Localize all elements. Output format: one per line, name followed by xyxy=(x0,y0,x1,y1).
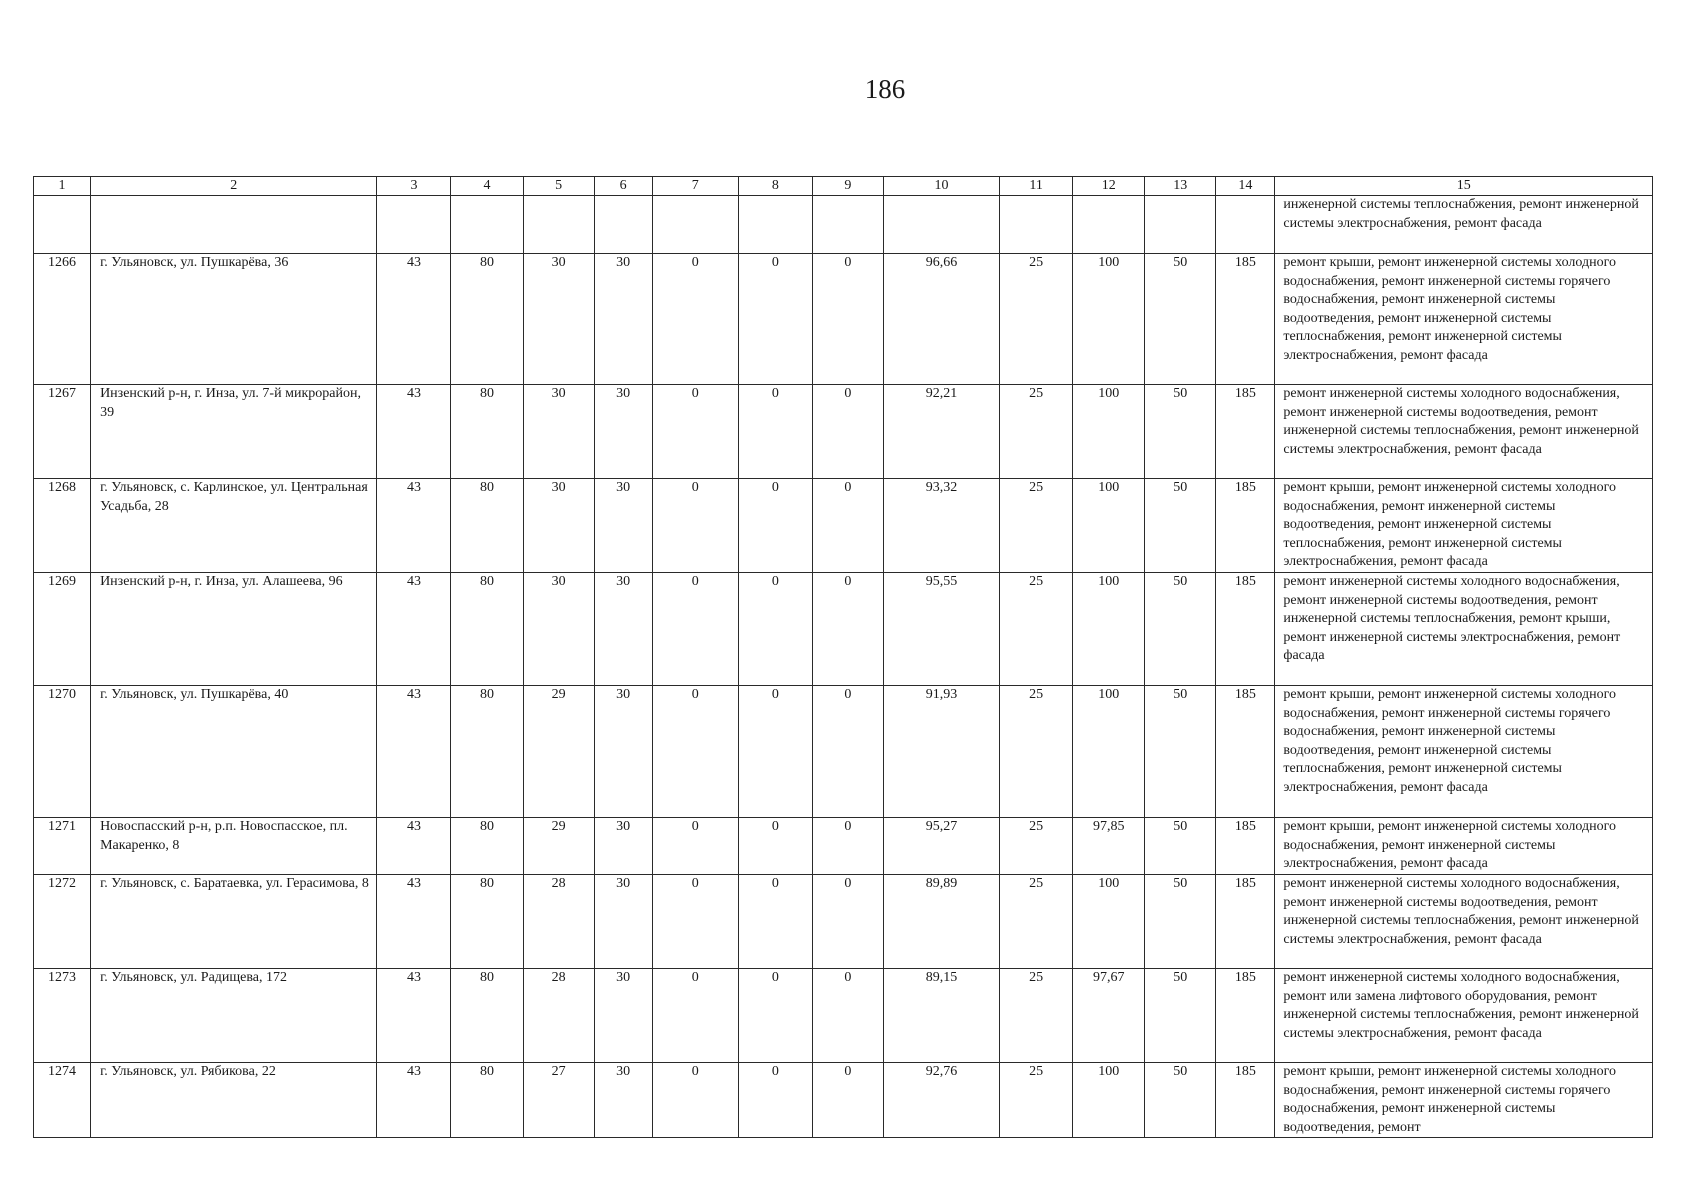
value-cell: 100 xyxy=(1073,385,1145,479)
value-cell: 30 xyxy=(594,385,652,479)
address-cell: Новоспасский р-н, р.п. Новоспасское, пл. Макаренко, 8 xyxy=(91,818,377,875)
works-list-cell: ремонт инженерной системы холодного водоснабжения, ремонт или замена лифтового оборудования, ремонт инженерной системы теплоснабжения, ремонт инженерной системы электроснабжения, ремонт фасада xyxy=(1275,969,1653,1063)
value-cell: 185 xyxy=(1216,818,1275,875)
value-cell: 0 xyxy=(812,686,883,818)
works-list-cell: ремонт крыши, ремонт инженерной системы холодного водоснабжения, ремонт инженерной системы горячего водоснабжения, ремонт инженерной системы водоотведения, ремонт инженерной системы теплоснабжения, ремонт инженерной системы электроснабжения, ремонт фасада xyxy=(1275,686,1653,818)
value-cell: 0 xyxy=(652,385,738,479)
works-list-cell: ремонт крыши, ремонт инженерной системы холодного водоснабжения, ремонт инженерной системы горячего водоснабжения, ремонт инженерной системы водоотведения, ремонт xyxy=(1275,1063,1653,1138)
value-cell: 80 xyxy=(451,573,523,686)
value-cell: 50 xyxy=(1145,969,1216,1063)
value-cell: 25 xyxy=(1000,686,1073,818)
column-header: 14 xyxy=(1216,177,1275,196)
table-row xyxy=(34,385,1653,479)
column-header: 15 xyxy=(1275,177,1653,196)
value-cell: 185 xyxy=(1216,479,1275,573)
value-cell: 100 xyxy=(1073,573,1145,686)
value-cell: 25 xyxy=(1000,969,1073,1063)
value-cell: 43 xyxy=(377,479,451,573)
value-cell: 80 xyxy=(451,254,523,385)
works-list-cell: ремонт инженерной системы холодного водоснабжения, ремонт инженерной системы водоотведения, ремонт инженерной системы теплоснабжения, ремонт инженерной системы электроснабжения, ремонт фасада xyxy=(1275,875,1653,969)
value-cell: 43 xyxy=(377,385,451,479)
value-cell: 0 xyxy=(652,573,738,686)
score-cell: 89,89 xyxy=(883,875,999,969)
value-cell: 80 xyxy=(451,1063,523,1138)
row-number-cell: 1274 xyxy=(34,1063,91,1138)
value-cell: 30 xyxy=(523,479,594,573)
table-row xyxy=(34,573,1653,686)
works-list-cell: ремонт крыши, ремонт инженерной системы холодного водоснабжения, ремонт инженерной системы электроснабжения, ремонт фасада xyxy=(1275,818,1653,875)
address-cell: г. Ульяновск, ул. Пушкарёва, 40 xyxy=(91,686,377,818)
address-cell: Инзенский р-н, г. Инза, ул. 7-й микрорайон, 39 xyxy=(91,385,377,479)
value-cell: 43 xyxy=(377,969,451,1063)
value-cell: 0 xyxy=(652,969,738,1063)
value-cell: 0 xyxy=(652,1063,738,1138)
value-cell: 29 xyxy=(523,686,594,818)
column-header: 5 xyxy=(523,177,594,196)
column-header: 4 xyxy=(451,177,523,196)
value-cell: 25 xyxy=(1000,875,1073,969)
value-cell: 100 xyxy=(1073,686,1145,818)
value-cell: 80 xyxy=(451,969,523,1063)
value-cell: 0 xyxy=(652,686,738,818)
value-cell: 27 xyxy=(523,1063,594,1138)
table-row xyxy=(34,818,1653,875)
row-number-cell: 1270 xyxy=(34,686,91,818)
value-cell: 185 xyxy=(1216,385,1275,479)
value-cell: 30 xyxy=(523,254,594,385)
column-number-row xyxy=(34,177,1653,196)
value-cell: 0 xyxy=(738,818,812,875)
value-cell: 0 xyxy=(652,479,738,573)
column-header: 12 xyxy=(1073,177,1145,196)
score-cell: 96,66 xyxy=(883,254,999,385)
value-cell: 30 xyxy=(523,385,594,479)
value-cell: 0 xyxy=(812,385,883,479)
value-cell: 80 xyxy=(451,479,523,573)
value-cell: 80 xyxy=(451,686,523,818)
works-list-cell: инженерной системы теплоснабжения, ремонт инженерной системы электроснабжения, ремонт фасада xyxy=(1275,196,1653,254)
score-cell: 95,55 xyxy=(883,573,999,686)
table-row xyxy=(34,254,1653,385)
continuation-row xyxy=(34,196,1653,254)
value-cell: 25 xyxy=(1000,479,1073,573)
value-cell: 80 xyxy=(451,875,523,969)
value-cell: 50 xyxy=(1145,254,1216,385)
value-cell: 30 xyxy=(594,818,652,875)
value-cell: 0 xyxy=(738,969,812,1063)
value-cell: 30 xyxy=(523,573,594,686)
column-header: 3 xyxy=(377,177,451,196)
value-cell: 100 xyxy=(1073,1063,1145,1138)
value-cell: 43 xyxy=(377,818,451,875)
value-cell: 43 xyxy=(377,686,451,818)
value-cell: 0 xyxy=(738,254,812,385)
value-cell: 0 xyxy=(812,254,883,385)
column-header: 13 xyxy=(1145,177,1216,196)
value-cell: 100 xyxy=(1073,875,1145,969)
value-cell: 50 xyxy=(1145,875,1216,969)
value-cell: 0 xyxy=(812,818,883,875)
address-cell: г. Ульяновск, с. Баратаевка, ул. Герасимова, 8 xyxy=(91,875,377,969)
value-cell: 97,85 xyxy=(1073,818,1145,875)
works-list-cell: ремонт инженерной системы холодного водоснабжения, ремонт инженерной системы водоотведения, ремонт инженерной системы теплоснабжения, ремонт крыши, ремонт инженерной системы электроснабжения, ремонт фасада xyxy=(1275,573,1653,686)
column-header: 9 xyxy=(812,177,883,196)
value-cell: 185 xyxy=(1216,1063,1275,1138)
address-cell: Инзенский р-н, г. Инза, ул. Алашеева, 96 xyxy=(91,573,377,686)
row-number-cell: 1271 xyxy=(34,818,91,875)
row-number-cell: 1273 xyxy=(34,969,91,1063)
value-cell: 0 xyxy=(812,1063,883,1138)
value-cell: 50 xyxy=(1145,818,1216,875)
value-cell: 50 xyxy=(1145,573,1216,686)
column-header: 2 xyxy=(91,177,377,196)
value-cell: 30 xyxy=(594,969,652,1063)
works-list-cell: ремонт инженерной системы холодного водоснабжения, ремонт инженерной системы водоотведения, ремонт инженерной системы теплоснабжения, ремонт инженерной системы электроснабжения, ремонт фасада xyxy=(1275,385,1653,479)
column-header: 6 xyxy=(594,177,652,196)
value-cell: 0 xyxy=(738,875,812,969)
value-cell: 97,67 xyxy=(1073,969,1145,1063)
value-cell: 25 xyxy=(1000,385,1073,479)
value-cell: 30 xyxy=(594,254,652,385)
housing-repair-table xyxy=(33,176,1653,1138)
value-cell: 30 xyxy=(594,1063,652,1138)
works-list-cell: ремонт крыши, ремонт инженерной системы холодного водоснабжения, ремонт инженерной системы горячего водоснабжения, ремонт инженерной системы водоотведения, ремонт инженерной системы теплоснабжения, ремонт инженерной системы электроснабжения, ремонт фасада xyxy=(1275,254,1653,385)
value-cell: 0 xyxy=(812,479,883,573)
value-cell: 0 xyxy=(812,969,883,1063)
value-cell: 29 xyxy=(523,818,594,875)
works-list-cell: ремонт крыши, ремонт инженерной системы холодного водоснабжения, ремонт инженерной системы водоотведения, ремонт инженерной системы теплоснабжения, ремонт инженерной системы электроснабжения, ремонт фасада xyxy=(1275,479,1653,573)
value-cell: 80 xyxy=(451,818,523,875)
value-cell: 43 xyxy=(377,1063,451,1138)
value-cell: 0 xyxy=(738,385,812,479)
value-cell: 100 xyxy=(1073,479,1145,573)
value-cell: 185 xyxy=(1216,573,1275,686)
value-cell: 185 xyxy=(1216,969,1275,1063)
score-cell: 95,27 xyxy=(883,818,999,875)
value-cell: 0 xyxy=(738,1063,812,1138)
value-cell: 0 xyxy=(812,573,883,686)
value-cell: 100 xyxy=(1073,254,1145,385)
value-cell: 50 xyxy=(1145,1063,1216,1138)
address-cell: г. Ульяновск, с. Карлинское, ул. Центральная Усадьба, 28 xyxy=(91,479,377,573)
table-row xyxy=(34,875,1653,969)
value-cell: 25 xyxy=(1000,573,1073,686)
value-cell: 43 xyxy=(377,875,451,969)
value-cell: 0 xyxy=(812,875,883,969)
score-cell: 91,93 xyxy=(883,686,999,818)
row-number-cell: 1272 xyxy=(34,875,91,969)
row-number-cell: 1266 xyxy=(34,254,91,385)
value-cell: 30 xyxy=(594,686,652,818)
value-cell: 0 xyxy=(738,479,812,573)
address-cell: г. Ульяновск, ул. Пушкарёва, 36 xyxy=(91,254,377,385)
page-number: 186 xyxy=(864,74,906,104)
value-cell: 30 xyxy=(594,573,652,686)
column-header: 7 xyxy=(652,177,738,196)
value-cell: 185 xyxy=(1216,254,1275,385)
address-cell: г. Ульяновск, ул. Рябикова, 22 xyxy=(91,1063,377,1138)
value-cell: 80 xyxy=(451,385,523,479)
table-row xyxy=(34,686,1653,818)
value-cell: 43 xyxy=(377,573,451,686)
value-cell: 50 xyxy=(1145,385,1216,479)
column-header: 8 xyxy=(738,177,812,196)
value-cell: 25 xyxy=(1000,1063,1073,1138)
value-cell: 185 xyxy=(1216,686,1275,818)
value-cell: 28 xyxy=(523,875,594,969)
row-number-cell: 1269 xyxy=(34,573,91,686)
value-cell: 0 xyxy=(652,254,738,385)
value-cell: 0 xyxy=(652,818,738,875)
table-row xyxy=(34,479,1653,573)
value-cell: 50 xyxy=(1145,686,1216,818)
row-number-cell: 1268 xyxy=(34,479,91,573)
score-cell: 89,15 xyxy=(883,969,999,1063)
value-cell: 0 xyxy=(738,573,812,686)
table-row xyxy=(34,1063,1653,1138)
value-cell: 0 xyxy=(738,686,812,818)
column-header: 10 xyxy=(883,177,999,196)
value-cell: 25 xyxy=(1000,818,1073,875)
row-number-cell: 1267 xyxy=(34,385,91,479)
table-row xyxy=(34,969,1653,1063)
value-cell: 25 xyxy=(1000,254,1073,385)
score-cell: 93,32 xyxy=(883,479,999,573)
value-cell: 50 xyxy=(1145,479,1216,573)
value-cell: 30 xyxy=(594,875,652,969)
address-cell: г. Ульяновск, ул. Радищева, 172 xyxy=(91,969,377,1063)
score-cell: 92,21 xyxy=(883,385,999,479)
value-cell: 0 xyxy=(652,875,738,969)
value-cell: 28 xyxy=(523,969,594,1063)
column-header: 11 xyxy=(1000,177,1073,196)
value-cell: 43 xyxy=(377,254,451,385)
column-header: 1 xyxy=(34,177,91,196)
value-cell: 30 xyxy=(594,479,652,573)
value-cell: 185 xyxy=(1216,875,1275,969)
score-cell: 92,76 xyxy=(883,1063,999,1138)
